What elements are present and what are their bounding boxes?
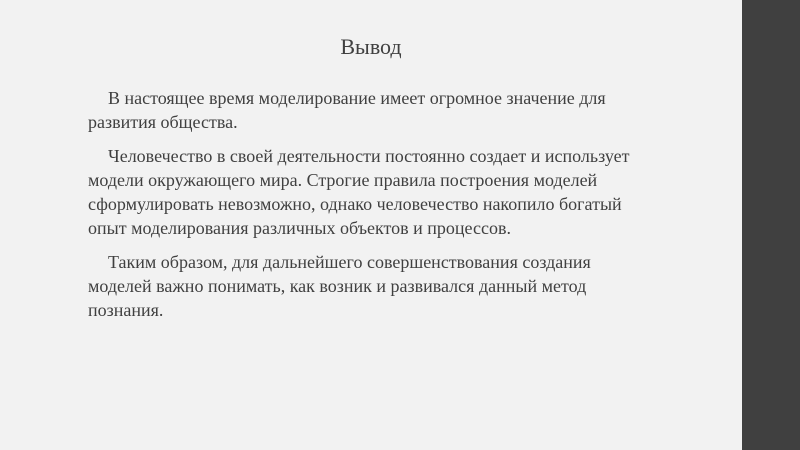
slide-body <box>88 86 658 322</box>
side-panel <box>742 0 800 450</box>
slide-title: Вывод <box>340 34 402 59</box>
paragraph-1: В настоящее время моделирование имеет огромное значение для развития общества. <box>88 88 606 132</box>
paragraph-3: Таким образом, для дальнейшего совершенствования создания моделей важно понимать, как возник и развивался данный метод познания. <box>88 252 591 320</box>
paragraph-2: Человечество в своей деятельности постоянно создает и использует модели окружающего мира. Строгие правила построения моделей сформулировать невозможно, однако человечество накопило богатый опыт моделирования различных объектов и процессов. <box>88 146 630 238</box>
